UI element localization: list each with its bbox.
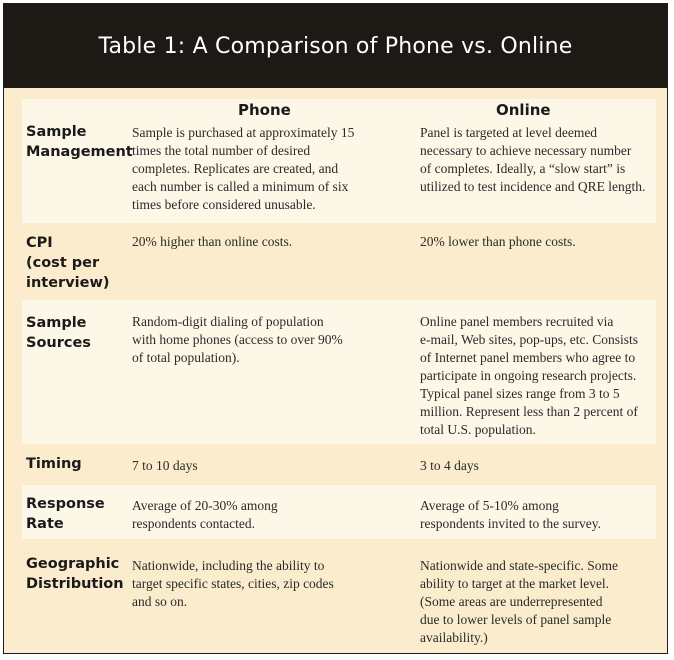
column-header-phone: Phone [238,101,291,119]
row-label-geographic-distribution: Geographic Distribution [26,556,124,592]
cell-online-sample-management: Panel is targeted at level deemed necessary to achieve necessary number of completes. Ideally, a “slow start” is utilized to test incidence and QRE length. [420,125,646,194]
cell-phone-response-rate: Average of 20-30% among respondents contacted. [132,498,278,531]
cell-phone-timing: 7 to 10 days [132,458,198,473]
cell-phone-sample-management: Sample is purchased at approximately 15 times the total number of desired completes. Replicates are created, and each number is called a minimum of six times before considered unusable. [132,125,355,212]
cell-phone-sample-sources: Random-digit dialing of population with home phones (access to over 90% of total population). [132,314,343,365]
cell-phone-cpi: 20% higher than online costs. [132,234,293,249]
cell-online-sample-sources: Online panel members recruited via e-mail, Web sites, pop-ups, etc. Consists of Internet panel members who agree to participate in ongoing research projects. Typical panel sizes range from 3 to 5 million. Represent less than 2 percent of total U.S. population. [420,314,639,437]
cell-online-cpi: 20% lower than phone costs. [420,234,576,249]
row-label-sample-sources: Sample Sources [26,315,91,351]
row-label-timing: Timing [26,456,82,472]
title-bar [4,4,667,88]
column-header-online: Online [496,101,551,119]
row-label-cpi: CPI (cost per interview) [26,235,110,291]
row-label-response-rate: Response Rate [26,496,105,532]
table-frame [3,3,668,654]
cell-online-response-rate: Average of 5-10% among respondents invited to the survey. [420,498,601,531]
row-label-sample-management: Sample Management [26,124,133,160]
cell-online-geographic-distribution: Nationwide and state-specific. Some ability to target at the market level. (Some areas are underrepresented due to lower levels of panel sample availability.) [420,558,618,645]
cell-phone-geographic-distribution: Nationwide, including the ability to target specific states, cities, zip codes and so on. [132,558,334,609]
cell-online-timing: 3 to 4 days [420,458,479,473]
table-title: Table 1: A Comparison of Phone vs. Online [98,33,573,59]
